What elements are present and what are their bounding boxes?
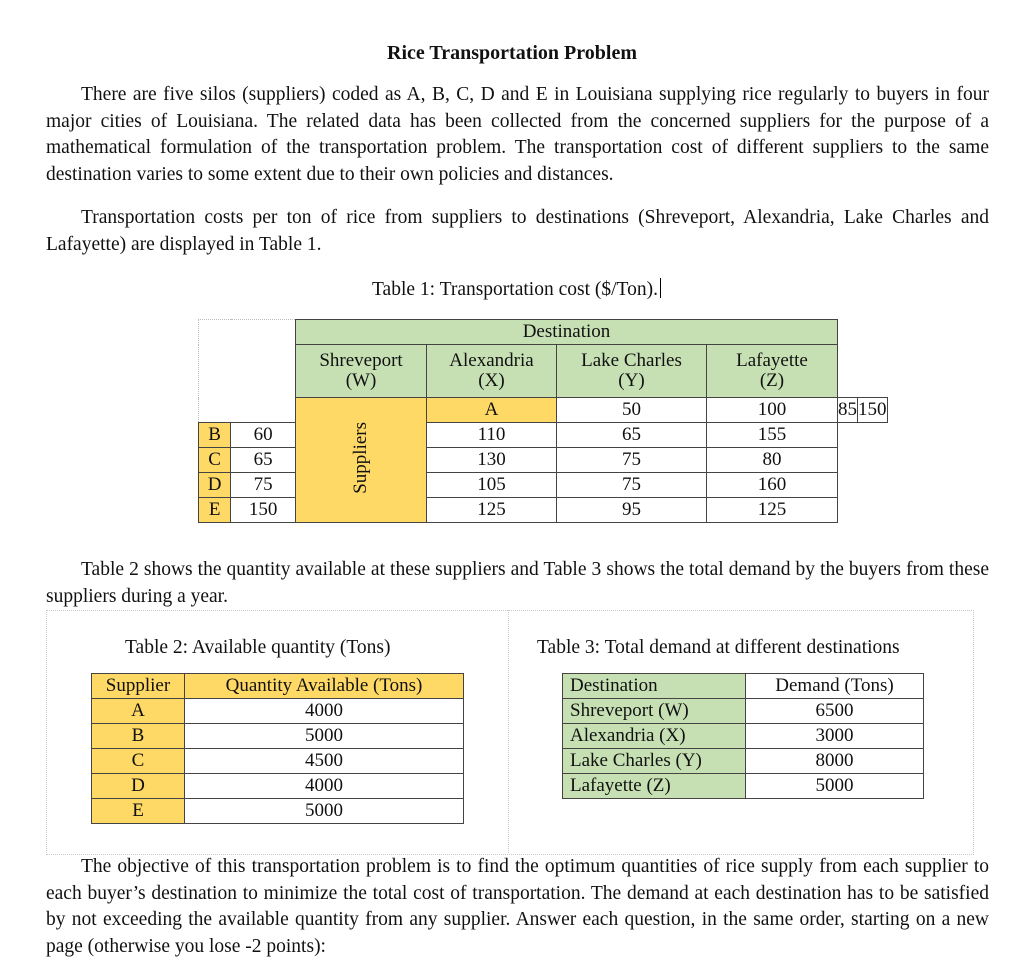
table3-caption: Table 3: Total demand at different destinations [537,637,900,658]
objective-paragraph: The objective of this transportation problem is to find the optimum quantities of rice supply from each supplier to each buyer’s destination to minimize the total cost of transportation. The demand at each destination has to be satisfied by not exceeding the available quantity from any supplier. Answer each question, in the same order, starting on a new page (otherwise you lose -2 points): [46,856,989,957]
col-header-alexandria: Alexandria (X) [427,345,557,398]
tables23-paragraph: Table 2 shows the quantity available at these suppliers and Table 3 shows the total demand by the buyers from these suppliers during a year. [46,559,989,607]
cost-cell: 75 [557,448,707,473]
transportation-cost-table [198,319,888,523]
cost-cell: 75 [557,473,707,498]
table2-caption: Table 2: Available quantity (Tons) [125,637,391,658]
supplier-code: A [427,398,557,423]
col-header-lafayette: Lafayette (Z) [707,345,838,398]
available-quantity-table [91,673,464,824]
supplier-code: D [199,473,231,498]
table2-supplier: A [92,699,185,724]
supplier-code: B [199,423,231,448]
tables-divider [508,610,509,853]
table1-corner [199,320,296,423]
table1-caption-text: Table 1: Transportation cost ($/Ton). [372,279,658,300]
table2-supplier: E [92,799,185,824]
table2-quantity: 5000 [185,724,464,749]
table3-destination: Lake Charles (Y) [563,749,746,774]
table2-supplier: B [92,724,185,749]
col-header-lake-charles: Lake Charles (Y) [557,345,707,398]
cost-cell: 50 [557,398,707,423]
table2-quantity: 4000 [185,774,464,799]
table3-demand: 8000 [746,749,924,774]
destination-header: Destination [296,320,838,345]
cost-cell: 105 [427,473,557,498]
table2-header-supplier: Supplier [92,674,185,699]
cost-cell: 100 [707,398,838,423]
table1-caption [372,278,661,301]
cost-cell: 60 [231,423,296,448]
table2-quantity: 4500 [185,749,464,774]
supplier-code: E [199,498,231,523]
total-demand-table [562,673,924,799]
suppliers-side-label: Suppliers [296,398,427,523]
cost-cell: 155 [707,423,838,448]
table3-destination: Lafayette (Z) [563,774,746,799]
cost-cell: 80 [707,448,838,473]
table3-demand: 6500 [746,699,924,724]
table2-supplier: C [92,749,185,774]
cost-cell: 65 [557,423,707,448]
table3-header-demand: Demand (Tons) [746,674,924,699]
table2-quantity: 4000 [185,699,464,724]
table3-demand: 5000 [746,774,924,799]
table3-destination: Shreveport (W) [563,699,746,724]
cost-cell: 65 [231,448,296,473]
cost-cell: 110 [427,423,557,448]
table2-header-quantity: Quantity Available (Tons) [185,674,464,699]
supplier-code: C [199,448,231,473]
table3-header-destination: Destination [563,674,746,699]
cost-cell: 125 [427,498,557,523]
document-title: Rice Transportation Problem [387,42,637,64]
cost-cell: 130 [427,448,557,473]
table2-supplier: D [92,774,185,799]
intro-paragraph: There are five silos (suppliers) coded as A, B, C, D and E in Louisiana supplying rice regularly to buyers in four major cities of Louisiana. The related data has been collected from the concerned suppliers for the purpose of a mathematical formulation of the transportation problem. The transportation cost of different suppliers to the same destination varies to some extent due to their own policies and distances. [46,84,989,185]
cost-cell: 95 [557,498,707,523]
col-header-shreveport: Shreveport (W) [296,345,427,398]
table3-demand: 3000 [746,724,924,749]
table3-destination: Alexandria (X) [563,724,746,749]
cost-cell: 85 [838,398,858,423]
cost-cell: 75 [231,473,296,498]
cost-cell: 150 [858,398,888,423]
cost-cell: 160 [707,473,838,498]
text-cursor [660,278,661,298]
table2-quantity: 5000 [185,799,464,824]
costs-paragraph: Transportation costs per ton of rice from suppliers to destinations (Shreveport, Alexandria, Lake Charles and Lafayette) are displayed in Table 1. [46,207,989,255]
cost-cell: 125 [707,498,838,523]
cost-cell: 150 [231,498,296,523]
